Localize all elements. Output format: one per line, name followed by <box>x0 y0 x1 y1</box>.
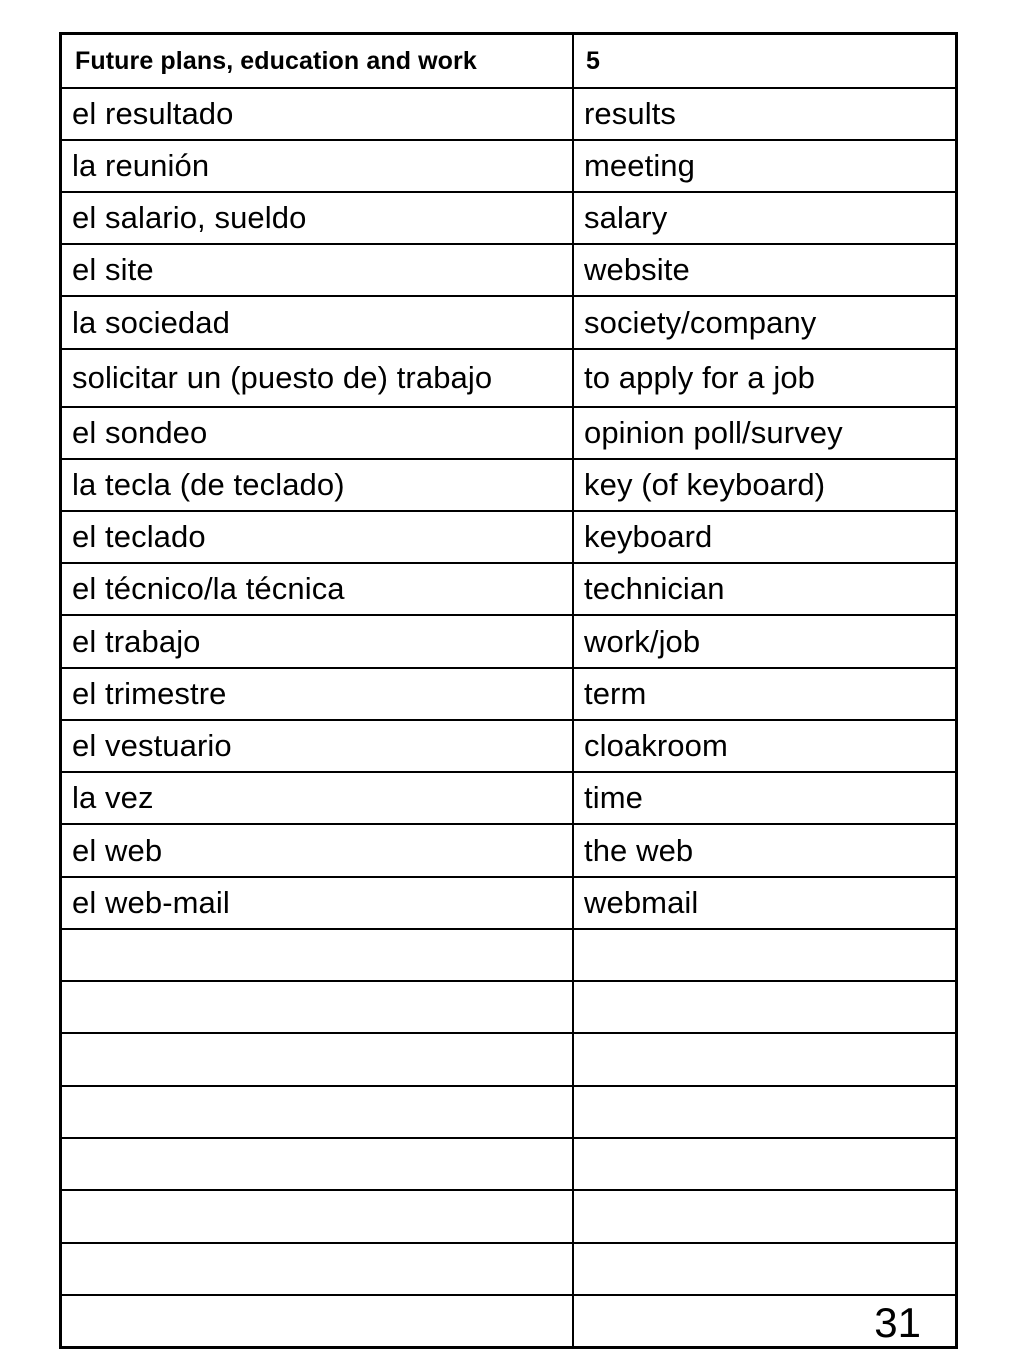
english-translation: webmail <box>584 885 699 920</box>
spanish-term: el vestuario <box>72 728 232 763</box>
spanish-term <box>72 930 567 980</box>
english-translation <box>584 930 954 980</box>
spanish-term: el web <box>72 832 163 868</box>
english-translation: opinion poll/survey <box>584 415 843 450</box>
spanish-term <box>72 982 567 1032</box>
table-row <box>62 193 955 245</box>
vocabulary-table <box>59 32 958 1349</box>
spanish-term <box>72 1139 567 1189</box>
english-translation: keyboard <box>584 519 713 554</box>
spanish-term <box>72 1087 567 1137</box>
spanish-term: la reunión <box>72 148 210 183</box>
table-row <box>62 825 955 878</box>
table-row <box>62 721 955 773</box>
table-row-empty <box>62 1139 955 1191</box>
spanish-term: la vez <box>72 780 154 815</box>
table-row-empty <box>62 1244 955 1296</box>
spanish-term: la sociedad <box>72 304 230 340</box>
table-row-empty <box>62 930 955 982</box>
spanish-term: solicitar un (puesto de) trabajo <box>72 360 493 395</box>
english-translation: the web <box>584 832 694 868</box>
table-row <box>62 564 955 616</box>
english-translation: technician <box>584 571 725 606</box>
spanish-term <box>72 1191 567 1242</box>
table-row <box>62 460 955 512</box>
table-row-empty <box>62 1034 955 1087</box>
table-row-empty <box>62 1191 955 1244</box>
table-row-empty <box>62 982 955 1034</box>
table-row <box>62 512 955 564</box>
spanish-term: el trabajo <box>72 623 201 659</box>
spanish-term <box>72 1034 567 1085</box>
table-row <box>62 89 955 141</box>
spanish-term: el salario, sueldo <box>72 200 307 235</box>
english-translation: cloakroom <box>584 728 728 763</box>
table-row <box>62 141 955 193</box>
table-row-empty <box>62 1296 955 1346</box>
english-translation: key (of keyboard) <box>584 467 826 502</box>
english-translation: salary <box>584 200 668 235</box>
english-translation: results <box>584 96 677 131</box>
spanish-term: la tecla (de teclado) <box>72 467 345 502</box>
english-translation <box>584 1139 954 1189</box>
unit-number: 5 <box>586 46 601 75</box>
table-row <box>62 297 955 350</box>
english-translation: website <box>584 252 690 287</box>
table-row <box>62 773 955 825</box>
table-row <box>62 878 955 930</box>
table-row <box>62 245 955 297</box>
english-translation <box>584 1244 954 1294</box>
english-translation: to apply for a job <box>584 360 816 395</box>
english-translation: time <box>584 780 643 815</box>
spanish-term <box>72 1244 567 1294</box>
table-row <box>62 616 955 669</box>
table-header-row <box>62 35 955 89</box>
table-row <box>62 408 955 460</box>
page-number: 31 <box>874 1299 921 1346</box>
english-translation: work/job <box>584 623 701 659</box>
spanish-term: el trimestre <box>72 676 227 711</box>
section-title: Future plans, education and work <box>75 46 477 75</box>
spanish-term: el site <box>72 252 154 287</box>
table-row-empty <box>62 1087 955 1139</box>
spanish-term <box>72 1296 567 1346</box>
english-translation <box>584 1034 954 1085</box>
english-translation: society/company <box>584 304 817 340</box>
english-translation: term <box>584 676 647 711</box>
table-row <box>62 350 955 408</box>
spanish-term: el resultado <box>72 96 234 131</box>
spanish-term: el web-mail <box>72 885 230 920</box>
english-translation <box>584 1191 954 1242</box>
spanish-term: el teclado <box>72 519 206 554</box>
spanish-term: el sondeo <box>72 415 208 450</box>
table-row <box>62 669 955 721</box>
english-translation <box>584 1087 954 1137</box>
spanish-term: el técnico/la técnica <box>72 571 345 606</box>
english-translation: meeting <box>584 148 695 183</box>
english-translation <box>584 982 954 1032</box>
